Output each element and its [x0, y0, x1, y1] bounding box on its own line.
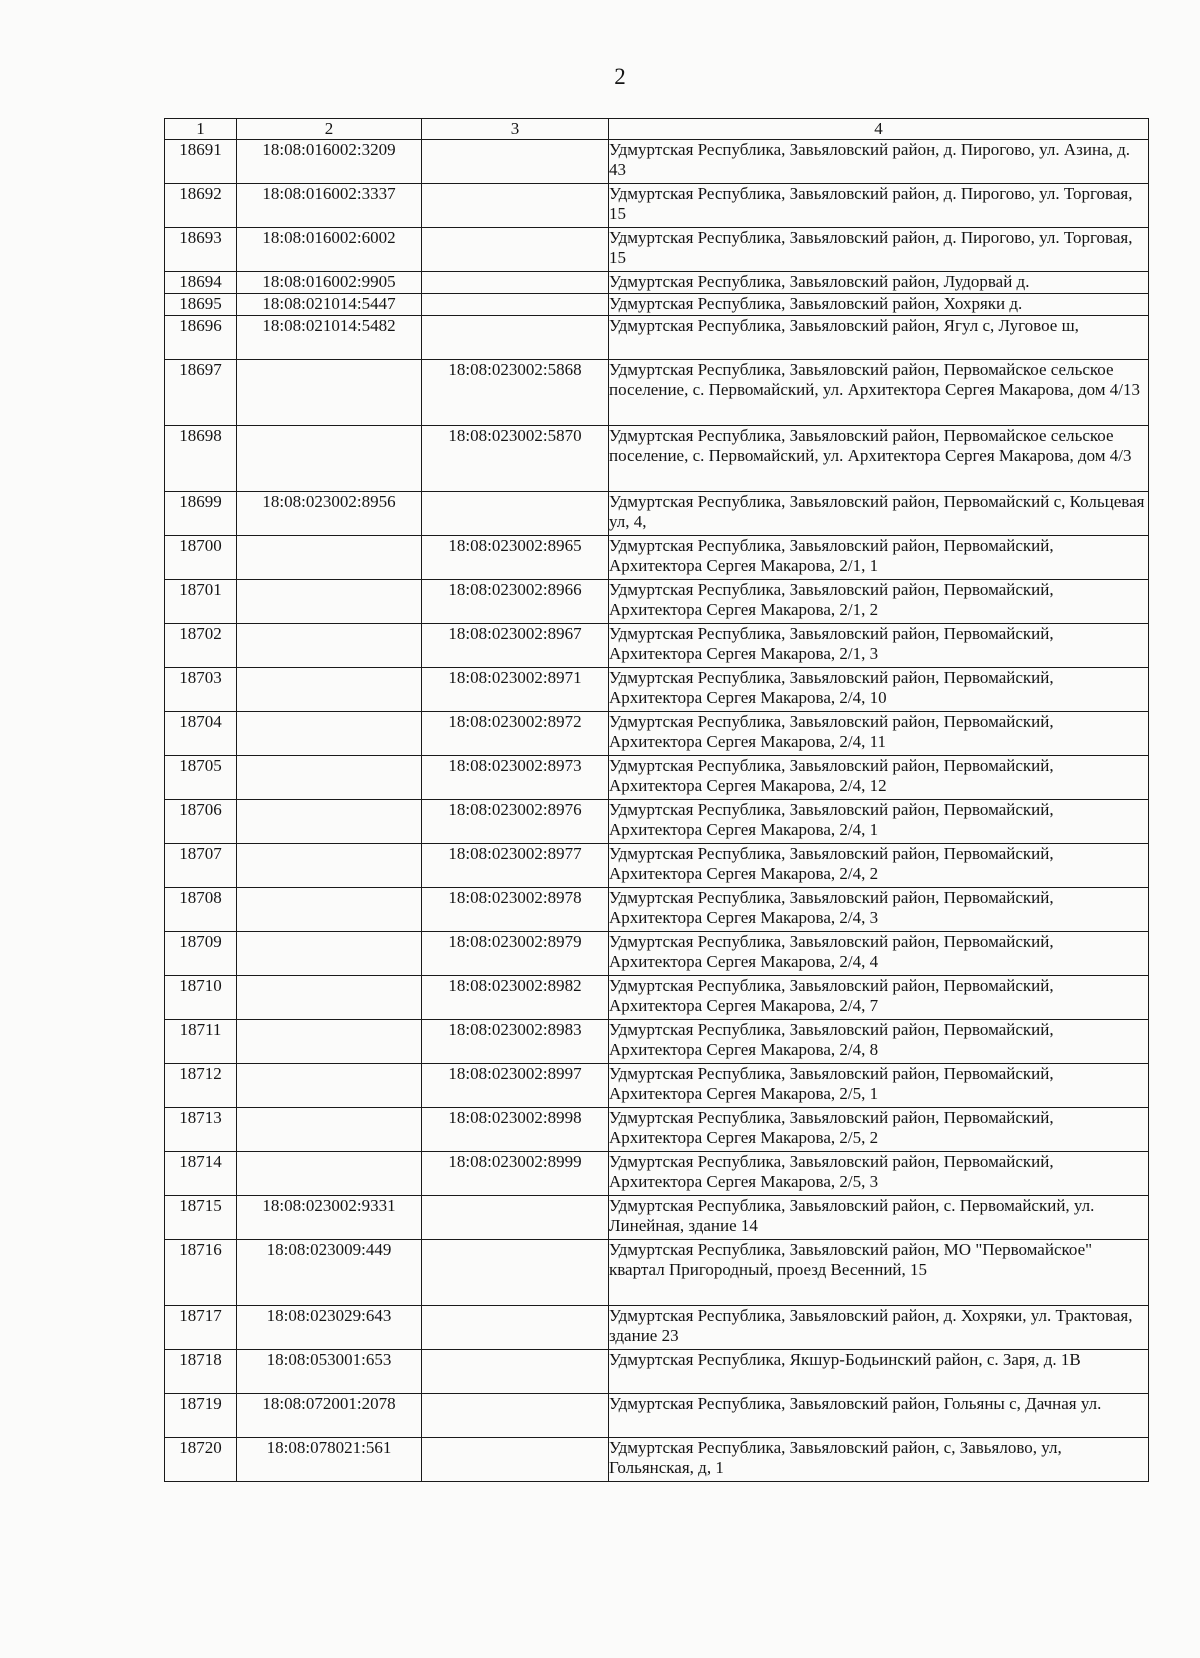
cadastral-number-col3: 18:08:023002:8977	[422, 844, 609, 888]
table-row	[165, 756, 1149, 800]
address: Удмуртская Республика, Завьяловский район, Первомайский, Архитектора Сергея Макарова, 2/4, 11	[609, 712, 1149, 756]
table-row	[165, 976, 1149, 1020]
row-number: 18719	[165, 1394, 237, 1438]
address: Удмуртская Республика, Завьяловский район, Первомайский, Архитектора Сергея Макарова, 2/4, 12	[609, 756, 1149, 800]
table-row	[165, 228, 1149, 272]
address: Удмуртская Республика, Завьяловский район, Первомайское сельское поселение, с. Первомайский, ул. Архитектора Сергея Макарова, дом 4/3	[609, 426, 1149, 492]
row-number: 18699	[165, 492, 237, 536]
cadastral-number-col3: 18:08:023002:8982	[422, 976, 609, 1020]
row-number: 18701	[165, 580, 237, 624]
table-row	[165, 184, 1149, 228]
column-header-4: 4	[609, 119, 1149, 140]
row-number: 18706	[165, 800, 237, 844]
row-number: 18693	[165, 228, 237, 272]
row-number: 18710	[165, 976, 237, 1020]
table-row	[165, 536, 1149, 580]
page-number: 2	[614, 64, 626, 89]
address: Удмуртская Республика, Завьяловский район, Первомайский, Архитектора Сергея Макарова, 2/5, 3	[609, 1152, 1149, 1196]
cadastral-number-col3	[422, 1350, 609, 1394]
cadastral-number-col3: 18:08:023002:8999	[422, 1152, 609, 1196]
cadastral-number-col3	[422, 184, 609, 228]
cadastral-number-col2: 18:08:023002:9331	[237, 1196, 422, 1240]
address: Удмуртская Республика, Завьяловский район, Первомайский с, Кольцевая ул, 4,	[609, 492, 1149, 536]
cadastral-number-col3: 18:08:023002:8978	[422, 888, 609, 932]
table-row	[165, 316, 1149, 360]
row-number: 18716	[165, 1240, 237, 1306]
table-body	[165, 140, 1149, 1482]
cadastral-number-col3: 18:08:023002:8966	[422, 580, 609, 624]
table-row	[165, 1350, 1149, 1394]
cadastral-number-col2	[237, 756, 422, 800]
row-number: 18694	[165, 272, 237, 294]
cadastral-number-col2: 18:08:021014:5482	[237, 316, 422, 360]
table-row	[165, 1394, 1149, 1438]
address: Удмуртская Республика, Завьяловский район, Первомайский, Архитектора Сергея Макарова, 2/4, 8	[609, 1020, 1149, 1064]
table-row	[165, 1152, 1149, 1196]
table-row	[165, 492, 1149, 536]
cadastral-number-col3	[422, 1438, 609, 1482]
cadastral-number-col2: 18:08:016002:3337	[237, 184, 422, 228]
cadastral-number-col2: 18:08:016002:6002	[237, 228, 422, 272]
cadastral-number-col2	[237, 1064, 422, 1108]
cadastral-number-col2: 18:08:021014:5447	[237, 294, 422, 316]
row-number: 18709	[165, 932, 237, 976]
column-header-2: 2	[237, 119, 422, 140]
cadastral-number-col3: 18:08:023002:8976	[422, 800, 609, 844]
cadastral-number-col2	[237, 888, 422, 932]
cadastral-number-col3: 18:08:023002:8967	[422, 624, 609, 668]
table-row	[165, 1240, 1149, 1306]
table-row	[165, 1020, 1149, 1064]
address: Удмуртская Республика, Завьяловский район, Первомайское сельское поселение, с. Первомайский, ул. Архитектора Сергея Макарова, дом 4/13	[609, 360, 1149, 426]
row-number: 18715	[165, 1196, 237, 1240]
cadastral-number-col3: 18:08:023002:8972	[422, 712, 609, 756]
row-number: 18712	[165, 1064, 237, 1108]
cadastral-number-col3: 18:08:023002:8997	[422, 1064, 609, 1108]
address: Удмуртская Республика, Завьяловский район, Первомайский, Архитектора Сергея Макарова, 2/4, 10	[609, 668, 1149, 712]
address: Удмуртская Республика, Завьяловский район, Первомайский, Архитектора Сергея Макарова, 2/1, 1	[609, 536, 1149, 580]
cadastral-number-col3: 18:08:023002:8979	[422, 932, 609, 976]
address: Удмуртская Республика, Завьяловский район, д. Пирогово, ул. Торговая, 15	[609, 184, 1149, 228]
row-number: 18713	[165, 1108, 237, 1152]
column-header-1: 1	[165, 119, 237, 140]
address: Удмуртская Республика, Завьяловский район, Лудорвай д.	[609, 272, 1149, 294]
table-row	[165, 668, 1149, 712]
table-row	[165, 624, 1149, 668]
address: Удмуртская Республика, Завьяловский район, Первомайский, Архитектора Сергея Макарова, 2/1, 3	[609, 624, 1149, 668]
cadastral-number-col2: 18:08:023002:8956	[237, 492, 422, 536]
column-header-3: 3	[422, 119, 609, 140]
address: Удмуртская Республика, Завьяловский район, Первомайский, Архитектора Сергея Макарова, 2/4, 2	[609, 844, 1149, 888]
cadastral-number-col2	[237, 844, 422, 888]
cadastral-number-col3	[422, 1306, 609, 1350]
cadastral-number-col3	[422, 294, 609, 316]
cadastral-number-col3	[422, 1196, 609, 1240]
header-row	[165, 119, 1149, 140]
address: Удмуртская Республика, Завьяловский район, д. Пирогово, ул. Азина, д. 43	[609, 140, 1149, 184]
cadastral-number-col3	[422, 228, 609, 272]
cadastral-number-col2	[237, 1108, 422, 1152]
table-row	[165, 712, 1149, 756]
row-number: 18717	[165, 1306, 237, 1350]
table-row	[165, 1438, 1149, 1482]
cadastral-number-col2	[237, 1020, 422, 1064]
address: Удмуртская Республика, Завьяловский район, д. Хохряки, ул. Трактовая, здание 23	[609, 1306, 1149, 1350]
table-row	[165, 800, 1149, 844]
cadastral-number-col2: 18:08:053001:653	[237, 1350, 422, 1394]
registry-table	[164, 118, 1149, 1482]
row-number: 18703	[165, 668, 237, 712]
table-row	[165, 844, 1149, 888]
table-row	[165, 888, 1149, 932]
address: Удмуртская Республика, Якшур-Бодьинский район, с. Заря, д. 1В	[609, 1350, 1149, 1394]
table-row	[165, 932, 1149, 976]
cadastral-number-col2: 18:08:016002:3209	[237, 140, 422, 184]
row-number: 18711	[165, 1020, 237, 1064]
address: Удмуртская Республика, Завьяловский район, Первомайский, Архитектора Сергея Макарова, 2/4, 4	[609, 932, 1149, 976]
cadastral-number-col3: 18:08:023002:8973	[422, 756, 609, 800]
cadastral-number-col3: 18:08:023002:8965	[422, 536, 609, 580]
address: Удмуртская Республика, Завьяловский район, Первомайский, Архитектора Сергея Макарова, 2/4, 3	[609, 888, 1149, 932]
cadastral-number-col2	[237, 536, 422, 580]
row-number: 18695	[165, 294, 237, 316]
address: Удмуртская Республика, Завьяловский район, Гольяны с, Дачная ул.	[609, 1394, 1149, 1438]
cadastral-number-col3: 18:08:023002:8983	[422, 1020, 609, 1064]
address: Удмуртская Республика, Завьяловский район, МО "Первомайское" квартал Пригородный, проезд Весенний, 15	[609, 1240, 1149, 1306]
address: Удмуртская Республика, Завьяловский район, Первомайский, Архитектора Сергея Макарова, 2/5, 1	[609, 1064, 1149, 1108]
table-row	[165, 426, 1149, 492]
address: Удмуртская Республика, Завьяловский район, Первомайский, Архитектора Сергея Макарова, 2/4, 7	[609, 976, 1149, 1020]
cadastral-number-col3: 18:08:023002:5870	[422, 426, 609, 492]
cadastral-number-col2: 18:08:078021:561	[237, 1438, 422, 1482]
address: Удмуртская Республика, Завьяловский район, Первомайский, Архитектора Сергея Макарова, 2/1, 2	[609, 580, 1149, 624]
cadastral-number-col2	[237, 668, 422, 712]
cadastral-number-col2: 18:08:016002:9905	[237, 272, 422, 294]
row-number: 18691	[165, 140, 237, 184]
row-number: 18718	[165, 1350, 237, 1394]
cadastral-number-col3	[422, 1394, 609, 1438]
cadastral-number-col2: 18:08:023009:449	[237, 1240, 422, 1306]
cadastral-number-col2	[237, 1152, 422, 1196]
row-number: 18692	[165, 184, 237, 228]
cadastral-number-col2: 18:08:023029:643	[237, 1306, 422, 1350]
cadastral-number-col2: 18:08:072001:2078	[237, 1394, 422, 1438]
row-number: 18720	[165, 1438, 237, 1482]
cadastral-number-col2	[237, 976, 422, 1020]
table-row	[165, 580, 1149, 624]
cadastral-number-col2	[237, 580, 422, 624]
table-row	[165, 1064, 1149, 1108]
cadastral-number-col2	[237, 932, 422, 976]
cadastral-number-col2	[237, 426, 422, 492]
table-row	[165, 140, 1149, 184]
cadastral-number-col2	[237, 800, 422, 844]
cadastral-number-col3	[422, 140, 609, 184]
row-number: 18708	[165, 888, 237, 932]
row-number: 18698	[165, 426, 237, 492]
cadastral-number-col3: 18:08:023002:8998	[422, 1108, 609, 1152]
row-number: 18700	[165, 536, 237, 580]
address: Удмуртская Республика, Завьяловский район, с, Завьялово, ул, Гольянская, д, 1	[609, 1438, 1149, 1482]
cadastral-number-col3: 18:08:023002:8971	[422, 668, 609, 712]
address: Удмуртская Республика, Завьяловский район, с. Первомайский, ул. Линейная, здание 14	[609, 1196, 1149, 1240]
address: Удмуртская Республика, Завьяловский район, Хохряки д.	[609, 294, 1149, 316]
cadastral-number-col3: 18:08:023002:5868	[422, 360, 609, 426]
table-row	[165, 272, 1149, 294]
row-number: 18697	[165, 360, 237, 426]
address: Удмуртская Республика, Завьяловский район, д. Пирогово, ул. Торговая, 15	[609, 228, 1149, 272]
cadastral-number-col3	[422, 272, 609, 294]
cadastral-number-col2	[237, 624, 422, 668]
address: Удмуртская Республика, Завьяловский район, Ягул с, Луговое ш,	[609, 316, 1149, 360]
table-row	[165, 360, 1149, 426]
cadastral-number-col2	[237, 712, 422, 756]
table-row	[165, 1108, 1149, 1152]
table-row	[165, 294, 1149, 316]
table-row	[165, 1306, 1149, 1350]
cadastral-number-col2	[237, 360, 422, 426]
row-number: 18696	[165, 316, 237, 360]
cadastral-number-col3	[422, 1240, 609, 1306]
row-number: 18704	[165, 712, 237, 756]
table-row	[165, 1196, 1149, 1240]
address: Удмуртская Республика, Завьяловский район, Первомайский, Архитектора Сергея Макарова, 2/4, 1	[609, 800, 1149, 844]
cadastral-number-col3	[422, 492, 609, 536]
address: Удмуртская Республика, Завьяловский район, Первомайский, Архитектора Сергея Макарова, 2/5, 2	[609, 1108, 1149, 1152]
row-number: 18705	[165, 756, 237, 800]
row-number: 18707	[165, 844, 237, 888]
row-number: 18702	[165, 624, 237, 668]
cadastral-number-col3	[422, 316, 609, 360]
row-number: 18714	[165, 1152, 237, 1196]
